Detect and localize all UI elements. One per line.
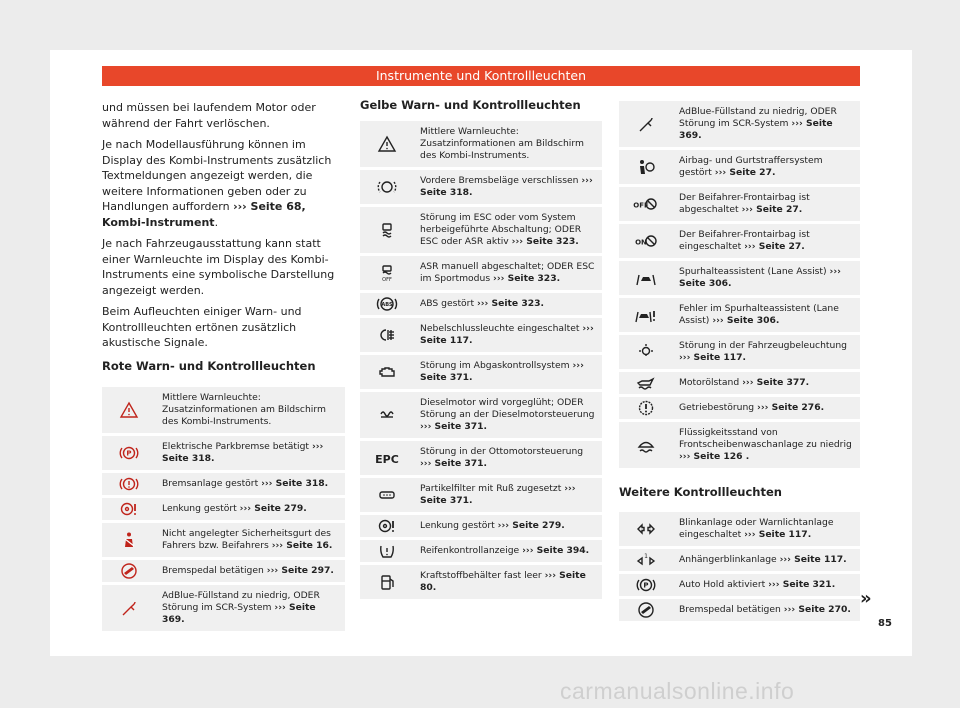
other-lights-table [619, 509, 860, 624]
description-text: Störung in der Ottomotorsteuerung [420, 446, 584, 457]
page-reference-link[interactable]: ››› Seite 117. [679, 352, 747, 363]
airbag-icon [619, 150, 673, 184]
warning-light-description [156, 473, 345, 495]
warning-light-description [673, 224, 860, 258]
page-reference-link[interactable]: ››› Seite 117. [420, 323, 594, 346]
rear-fog-icon [360, 318, 414, 352]
page-reference-link[interactable]: ››› Seite 16. [271, 540, 333, 551]
warning-light-row [619, 298, 860, 332]
page-reference-link[interactable]: ››› Seite 377. [742, 377, 810, 388]
warning-light-row [360, 121, 602, 167]
warning-light-description [156, 387, 345, 433]
description-text: Bremsanlage gestört [162, 478, 262, 489]
yellow-warnings-table [360, 118, 602, 602]
tire-pressure-icon [360, 540, 414, 562]
warning-light-description [156, 523, 345, 557]
steering-fault-icon [102, 498, 156, 520]
warning-light-row [619, 512, 860, 546]
continue-mark: » [860, 588, 872, 609]
warning-light-row [102, 523, 345, 557]
warning-light-row [360, 256, 602, 290]
description-text: Anhängerblinkanlage [679, 554, 780, 565]
page-reference-link[interactable]: ››› Seite 369. [162, 602, 316, 625]
yellow-warnings-table-continued [619, 98, 860, 471]
warning-light-row [360, 392, 602, 438]
page-reference-link[interactable]: ››› Seite 126 . [679, 451, 750, 462]
warning-light-description [414, 565, 602, 599]
trailer-turn-icon [619, 549, 673, 571]
page-reference-link[interactable]: ››› Seite 27. [744, 241, 805, 252]
warning-light-description [156, 560, 345, 582]
bulb-fault-icon [619, 335, 673, 369]
esc-off-icon [360, 256, 414, 290]
passenger-airbag-on-icon [619, 224, 673, 258]
description-text: Dieselmotor wird vorgeglüht; ODER Störung an der Dieselmotorsteuerung [420, 397, 595, 420]
page-reference-link[interactable]: ››› Seite 117. [779, 554, 847, 565]
warning-light-description [673, 187, 860, 221]
description-text: Störung in der Fahrzeugbeleuchtung [679, 340, 847, 351]
warning-light-row [102, 436, 345, 470]
description-text: Der Beifahrer-Frontairbag ist eingeschaltet [679, 229, 810, 252]
epc-icon [360, 441, 414, 475]
parking-brake-icon [102, 436, 156, 470]
description-text: Mittlere Warnleuchte: Zusatzinformationen am Bildschirm des Kombi-Instruments. [162, 392, 326, 427]
brake-pad-icon [360, 170, 414, 204]
adblue-icon [619, 101, 673, 147]
svg-text:P: P [643, 581, 649, 590]
page-reference-link[interactable]: ››› Seite 323. [476, 298, 545, 309]
warning-light-row [619, 574, 860, 596]
description-text: Fehler im Spurhalteassistent (Lane Assist) [679, 303, 839, 326]
engine-icon [360, 355, 414, 389]
description-text: Reifenkontrollanzeige [420, 545, 523, 556]
seatbelt-icon [102, 523, 156, 557]
warning-triangle-icon [102, 387, 156, 433]
warning-light-row [102, 585, 345, 631]
yellow-warnings-heading: Gelbe Warn- und Kontrollleuchten [360, 98, 581, 112]
description-text: Bremspedal betätigen [679, 604, 784, 615]
red-warnings-heading: Rote Warn- und Kontrollleuchten [102, 358, 316, 373]
description-text: ABS gestört [420, 298, 477, 309]
page-reference-link[interactable]: ››› Seite 27. [741, 204, 803, 215]
page-number: 85 [878, 618, 892, 629]
page-reference-link[interactable]: ››› Seite 394. [522, 545, 590, 556]
page-reference-link[interactable]: ››› Seite 318. [420, 175, 593, 198]
warning-light-description [414, 478, 602, 512]
warning-light-row [360, 318, 602, 352]
description-text: Flüssigkeitsstand von Frontscheibenwaschanlage zu niedrig [679, 427, 852, 450]
warning-light-row [360, 441, 602, 475]
description-text: Nicht angelegter Sicherheitsgurt des Fahrers bzw. Beifahrers [162, 528, 331, 551]
period: . [214, 215, 219, 229]
oil-level-icon [619, 372, 673, 394]
description-text: Der Beifahrer-Frontairbag ist abgeschaltet [679, 192, 810, 215]
warning-light-description [673, 574, 860, 596]
page-reference-link[interactable]: ››› Seite 371. [420, 360, 584, 383]
warning-light-description [673, 397, 860, 419]
abs-icon [360, 293, 414, 315]
description-text: Motorölstand [679, 377, 743, 388]
description-text: Lenkung gestört [162, 503, 240, 514]
warning-light-row [360, 515, 602, 537]
warning-light-row [102, 387, 345, 433]
warning-light-row [619, 101, 860, 147]
cross-reference-link[interactable]: ››› Seite 68, Kombi-Instrument [102, 200, 306, 229]
steering-fault-icon [360, 515, 414, 537]
description-text: Störung im Abgaskontrollsystem [420, 360, 573, 371]
washer-fluid-icon [619, 422, 673, 468]
svg-text:EPC: EPC [375, 453, 399, 466]
warning-light-description [414, 207, 602, 253]
svg-text:1: 1 [644, 553, 648, 560]
warning-light-row [102, 473, 345, 495]
svg-text:ABS: ABS [381, 302, 393, 308]
warning-light-description [414, 318, 602, 352]
page-reference-link[interactable]: ››› Seite 321. [768, 579, 836, 590]
warning-light-description [673, 261, 860, 295]
warning-light-description [414, 256, 602, 290]
page-reference-link[interactable]: ››› Seite 369. [679, 118, 833, 141]
page-header: Instrumente und Kontrollleuchten [102, 66, 860, 86]
page-reference-link[interactable]: ››› Seite 297. [266, 565, 334, 576]
description-text: Auto Hold aktiviert [679, 579, 769, 590]
warning-light-description [414, 392, 602, 438]
page-reference-link[interactable]: ››› Seite 276. [757, 402, 825, 413]
warning-light-row [102, 560, 345, 582]
intro-paragraph-2 [102, 137, 345, 230]
passenger-airbag-off-icon [619, 187, 673, 221]
manual-page [50, 50, 912, 656]
warning-light-description [156, 585, 345, 631]
watermark: carmanualsonline.info [560, 678, 795, 704]
description-text: Elektrische Parkbremse betätigt [162, 441, 312, 452]
page-reference-link[interactable]: ››› Seite 270. [783, 604, 851, 615]
warning-light-description [673, 549, 860, 571]
page-reference-link[interactable]: ››› Seite 323. [511, 236, 579, 247]
page-reference-link[interactable]: ››› Seite 371. [420, 421, 488, 432]
page-reference-link[interactable]: ››› Seite 306. [679, 266, 841, 289]
adblue-icon [102, 585, 156, 631]
page-reference-link[interactable]: ››› Seite 117. [744, 529, 812, 540]
description-text: AdBlue-Füllstand zu niedrig, ODER Störung im SCR-System [162, 590, 320, 613]
description-text: Kraftstoffbehälter fast leer [420, 570, 545, 581]
glow-plug-icon [360, 392, 414, 438]
page-reference-link[interactable]: ››› Seite 80. [420, 570, 586, 593]
warning-light-description [673, 298, 860, 332]
description-text: Spurhalteassistent (Lane Assist) [679, 266, 830, 277]
fuel-icon [360, 565, 414, 599]
warning-light-description [156, 436, 345, 470]
warning-light-row [102, 498, 345, 520]
warning-light-description [414, 515, 602, 537]
gearbox-fault-icon [619, 397, 673, 419]
page-reference-link[interactable]: ››› Seite 279. [497, 520, 565, 531]
brake-pedal-icon [619, 599, 673, 621]
warning-light-description [414, 170, 602, 204]
intro-paragraph-3: Je nach Fahrzeugausstattung kann statt einer Warnleuchte im Display des Kombi-Instruments eine symbolische Darstellung angezeigt werden. [102, 237, 335, 297]
description-text: Nebelschlussleuchte eingeschaltet [420, 323, 583, 334]
svg-text:ON: ON [635, 238, 647, 247]
intro-paragraph-4: Beim Aufleuchten einiger Warn- und Kontrollleuchten ertönen zusätzlich akustische Signale. [102, 305, 302, 349]
page-reference-link[interactable]: ››› Seite 323. [493, 273, 561, 284]
warning-light-description [673, 599, 860, 621]
warning-light-description [673, 101, 860, 147]
warning-light-row [619, 261, 860, 295]
red-warnings-table [102, 384, 345, 634]
yellow-column [360, 98, 602, 602]
warning-light-row [360, 565, 602, 599]
svg-text:P: P [126, 449, 132, 458]
warning-light-row [619, 187, 860, 221]
page-reference-link[interactable]: ››› Seite 318. [261, 478, 329, 489]
auto-hold-icon [619, 574, 673, 596]
lane-assist-fault-icon [619, 298, 673, 332]
description-text: AdBlue-Füllstand zu niedrig, ODER Störung im SCR-System [679, 106, 837, 129]
warning-light-row [619, 224, 860, 258]
warning-light-row [360, 355, 602, 389]
svg-text:OFF: OFF [633, 201, 649, 210]
warning-light-row [619, 549, 860, 571]
paragraph-text: Je nach Modellausführung können im Display des Kombi-Instruments zusätzlich Textmeldungen angezeigt werden, die weitere Informationen geben oder zu Handlungen auffordern [102, 138, 332, 213]
warning-light-description [414, 441, 602, 475]
intro-paragraph-1: und müssen bei laufendem Motor oder während der Fahrt verlöschen. [102, 101, 316, 130]
warning-light-row [619, 372, 860, 394]
yellow-column-continued [619, 98, 860, 624]
page-reference-link[interactable]: ››› Seite 371. [420, 483, 576, 506]
brake-pedal-icon [102, 560, 156, 582]
page-reference-link[interactable]: ››› Seite 279. [239, 503, 307, 514]
particulate-filter-icon [360, 478, 414, 512]
esc-icon [360, 207, 414, 253]
warning-light-row [360, 170, 602, 204]
warning-light-description [673, 512, 860, 546]
intro-column [102, 100, 345, 634]
warning-light-description [414, 121, 602, 167]
description-text: Vordere Bremsbeläge verschlissen [420, 175, 582, 186]
warning-light-row [360, 540, 602, 562]
description-text: ASR manuell abgeschaltet; ODER ESC im Sportmodus [420, 261, 595, 284]
brake-system-icon [102, 473, 156, 495]
warning-light-description [414, 355, 602, 389]
warning-light-row [619, 150, 860, 184]
warning-triangle-icon [360, 121, 414, 167]
page-reference-link[interactable]: ››› Seite 306. [712, 315, 780, 326]
description-text: Mittlere Warnleuchte: Zusatzinformationen am Bildschirm des Kombi-Instruments. [420, 126, 584, 161]
other-lights-heading: Weitere Kontrollleuchten [619, 485, 782, 499]
warning-light-row [360, 207, 602, 253]
warning-light-row [360, 293, 602, 315]
description-text: Bremspedal betätigen [162, 565, 267, 576]
warning-light-description [673, 372, 860, 394]
description-text: Airbag- und Gurtstraffersystem gestört [679, 155, 823, 178]
svg-text:OFF: OFF [382, 277, 392, 283]
description-text: Partikelfilter mit Ruß zugesetzt [420, 483, 565, 494]
warning-light-row [360, 478, 602, 512]
warning-light-description [414, 293, 602, 315]
warning-light-row [619, 422, 860, 468]
lane-assist-icon [619, 261, 673, 295]
warning-light-row [619, 335, 860, 369]
warning-light-row [619, 397, 860, 419]
warning-light-row [619, 599, 860, 621]
page-reference-link[interactable]: ››› Seite 27. [714, 167, 776, 178]
description-text: Blinkanlage oder Warnlichtanlage eingeschaltet [679, 517, 834, 540]
warning-light-description [414, 540, 602, 562]
warning-light-description [673, 422, 860, 468]
warning-light-description [673, 150, 860, 184]
description-text: Lenkung gestört [420, 520, 498, 531]
page-reference-link[interactable]: ››› Seite 371. [420, 458, 488, 469]
warning-light-description [673, 335, 860, 369]
page-reference-link[interactable]: ››› Seite 318. [162, 441, 324, 464]
description-text: Störung im ESC oder vom System herbeigeführte Abschaltung; ODER ESC oder ASR aktiv [420, 212, 582, 247]
warning-light-description [156, 498, 345, 520]
description-text: Getriebestörung [679, 402, 758, 413]
turn-signal-icon [619, 512, 673, 546]
